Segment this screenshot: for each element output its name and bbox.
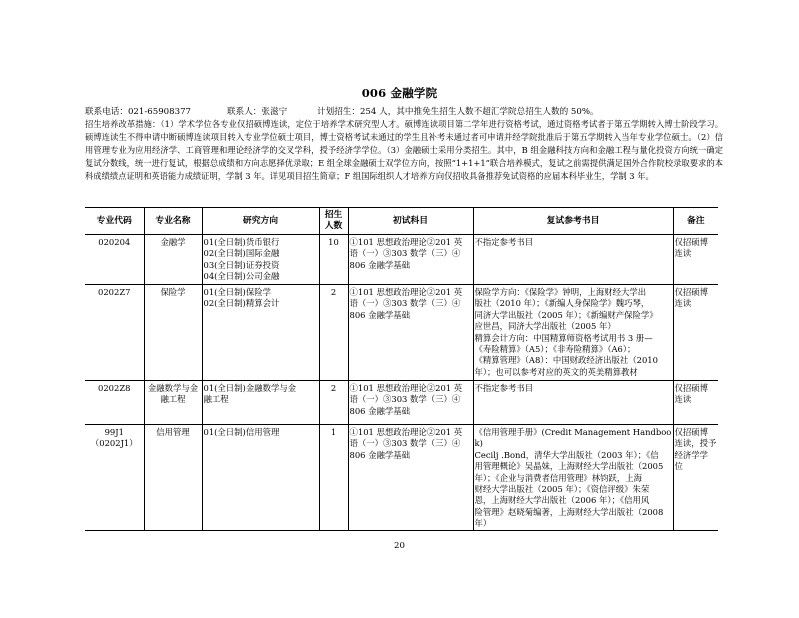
cell-count: 10	[319, 235, 348, 285]
cell-name	[144, 381, 202, 425]
name-line: 保险学	[160, 287, 186, 297]
cell-ref	[473, 425, 673, 531]
ref-line: 用管理概论》吴晶妹，上海财经大学出版社（2005	[474, 461, 664, 472]
cell-note	[673, 381, 718, 425]
ref-line: 《信用管理手册》(Credit Management Handbook)	[474, 427, 672, 449]
cell-code	[85, 381, 144, 425]
cell-direction	[202, 425, 319, 531]
header-ref: 复试参考书目	[473, 208, 673, 235]
table-row	[85, 425, 718, 531]
note-line: 连读	[674, 298, 692, 309]
direction-line: 01(全日制)信用管理	[203, 427, 280, 437]
code-line: （0202J1）	[90, 438, 138, 449]
contact-person: 联系人：张滋宁	[227, 107, 288, 117]
cell-code	[85, 235, 144, 285]
ref-line: 年）	[474, 518, 492, 529]
cell-note	[673, 285, 718, 381]
cell-count: 1	[319, 425, 348, 531]
exam-line: 806 金融学基础	[349, 259, 411, 270]
direction-line: 01(全日制)金融数学与金	[203, 383, 297, 393]
note-line: 连读	[674, 248, 692, 259]
note-line: 连读	[674, 394, 692, 405]
page-title: 006 金融学院	[361, 86, 438, 100]
header-direction: 研究方向	[202, 208, 319, 235]
cell-ref	[473, 381, 673, 425]
enrollment-plan: 计划招生：254 人，其中推免生招生人数不超汇学院总招生人数的 50%。	[317, 107, 599, 117]
cell-code	[85, 425, 144, 531]
ref-line: 财经大学出版社（2005 年）；《资信评级》朱荣	[474, 484, 650, 495]
exam-line: ①101 思想政治理论②201 英	[349, 383, 463, 393]
code-line: 0202Z8	[98, 383, 131, 393]
name-line: 金融数学与金	[147, 383, 199, 393]
cell-direction	[202, 235, 319, 285]
cell-exam	[348, 425, 473, 531]
table-row	[85, 285, 718, 381]
header-count-line1: 招生	[324, 210, 343, 220]
cell-note	[673, 235, 718, 285]
ref-line: 险管理》赵晓菊编著，上海财经大学出版社（2008	[474, 506, 664, 517]
ref-line: 同济大学出版社（2005 年）；《新编财产保险学》	[474, 309, 658, 320]
cell-direction	[202, 381, 319, 425]
exam-line: 806 金融学基础	[349, 309, 411, 320]
cell-exam	[348, 285, 473, 381]
note-line: 位	[674, 461, 683, 472]
intro-paragraph: 招生培养改革措施：（1）学术学位各专业仅招硕博连读，定位于培养学术研究型人才。硕博连读项目第二学年进行资格考试，通过资格考试者于第五学期转入博士阶段学习。硕博连读生不得申请中断硕博连读项目转入专业学位硕士项目，博士资格考试未通过的学生且补考未通过者可申请并经学院批准后于第五学期转入当年专业学位硕士。（2）信用管理专业为应用经济学、工商管理和理论经济学的交叉学科，授予经济学学位。（3）金融硕士采用分类招生。其中，B 组金融科技方向和金融工程与量化投资方向统一确定复试分数线，统一进行复试，根据总成绩和方向志愿择优录取；E 组全球金融硕士双学位方向，按照“1+1+1”联合培养模式，复试之前需提供满足国外合作院校录取要求的本科成绩绩点证明和英语能力成绩证明，学制 3 年。详见项目招生简章；F 组国际组织人才培养方向仅招收具备推荐免试资格的应届本科毕业生，学制 3 年。	[85, 119, 723, 182]
page-number: 20	[394, 541, 405, 551]
direction-line: 融工程	[203, 394, 229, 405]
code-line: 99J1	[104, 427, 124, 437]
header-code: 专业代码	[96, 215, 132, 226]
cell-note	[673, 425, 718, 531]
cell-count: 2	[319, 381, 348, 425]
ref-line: 不指定参考书目	[474, 383, 534, 393]
cell-name	[144, 425, 202, 531]
cell-direction	[202, 285, 319, 381]
ref-line: 《寿险精算》（A5）；《非寿险精算》（A6）；	[474, 344, 636, 355]
cell-exam	[348, 235, 473, 285]
table-row	[85, 381, 718, 425]
ref-line: 应世昌，同济大学出版社（2005 年）	[474, 321, 616, 332]
direction-line: 02(全日制)国际金融	[203, 248, 280, 259]
ref-line: 恩，上海财经大学出版社（2006 年）；《信用风	[474, 495, 650, 506]
cell-ref	[473, 285, 673, 381]
contact-line	[85, 105, 725, 117]
exam-line: 语（一）③303 数学（三）④	[349, 248, 461, 259]
code-line: 0202Z7	[98, 287, 131, 297]
note-line: 仅招硕博	[674, 427, 708, 437]
header-name: 专业名称	[144, 208, 202, 235]
note-line: 仅招硕博	[674, 237, 708, 247]
ref-line: Cecilj .Bond，清华大学出版社（2003 年）；《信	[474, 449, 659, 460]
ref-line: 版社（2010 年）；《新编人身保险学》魏巧琴，	[474, 298, 650, 309]
cell-name	[144, 285, 202, 381]
note-line: 连读，授予	[674, 438, 717, 449]
direction-line: 01(全日制)货币银行	[203, 237, 280, 247]
header-count-line2: 人数	[324, 221, 343, 231]
note-line: 仅招硕博	[674, 287, 708, 297]
direction-line: 01(全日制)保险学	[203, 287, 271, 297]
cell-exam	[348, 381, 473, 425]
contact-phone: 联系电话：021-65908377	[85, 107, 192, 117]
ref-line: 年）；也可以参考对应的英文的英美精算教材	[474, 366, 638, 377]
table-row	[85, 235, 718, 285]
exam-line: ①101 思想政治理论②201 英	[349, 427, 463, 437]
note-line: 经济学学	[674, 449, 708, 460]
code-line: 020204	[98, 237, 131, 247]
ref-line: 保险学方向：《保险学》钟明，上海财经大学出	[474, 287, 647, 297]
direction-line: 03(全日制)证券投资	[203, 259, 280, 270]
note-line: 仅招硕博	[674, 383, 708, 393]
cell-name	[144, 235, 202, 285]
ref-line: 《精算管理》（A8）：中国财政经济出版社（2010	[474, 355, 658, 366]
cell-ref	[473, 235, 673, 285]
exam-line: 语（一）③303 数学（三）④	[349, 438, 461, 449]
cell-count: 2	[319, 285, 348, 381]
ref-line: 精算会计方向：中国精算师资格考试用书 3 册—	[474, 332, 653, 343]
name-line: 金融学	[160, 237, 186, 247]
admissions-table	[85, 207, 718, 531]
exam-line: 语（一）③303 数学（三）④	[349, 298, 461, 309]
exam-line: ①101 思想政治理论②201 英	[349, 287, 463, 297]
table-header-row	[85, 208, 718, 235]
header-note: 备注	[673, 208, 718, 235]
exam-line: 806 金融学基础	[349, 449, 411, 460]
exam-line: 语（一）③303 数学（三）④	[349, 394, 461, 405]
header-exam: 初试科目	[348, 208, 473, 235]
direction-line: 02(全日制)精算会计	[203, 298, 280, 309]
ref-line: 年）；《企业与消费者信用管理》林钧跃，上海	[474, 472, 642, 483]
exam-line: ①101 思想政治理论②201 英	[349, 237, 463, 247]
name-line: 融工程	[160, 394, 186, 405]
header-count	[319, 208, 348, 235]
ref-line: 不指定参考书目	[474, 237, 534, 247]
cell-code	[85, 285, 144, 381]
exam-line: 806 金融学基础	[349, 405, 411, 416]
direction-line: 04(全日制)公司金融	[203, 271, 280, 282]
name-line: 信用管理	[156, 427, 190, 437]
